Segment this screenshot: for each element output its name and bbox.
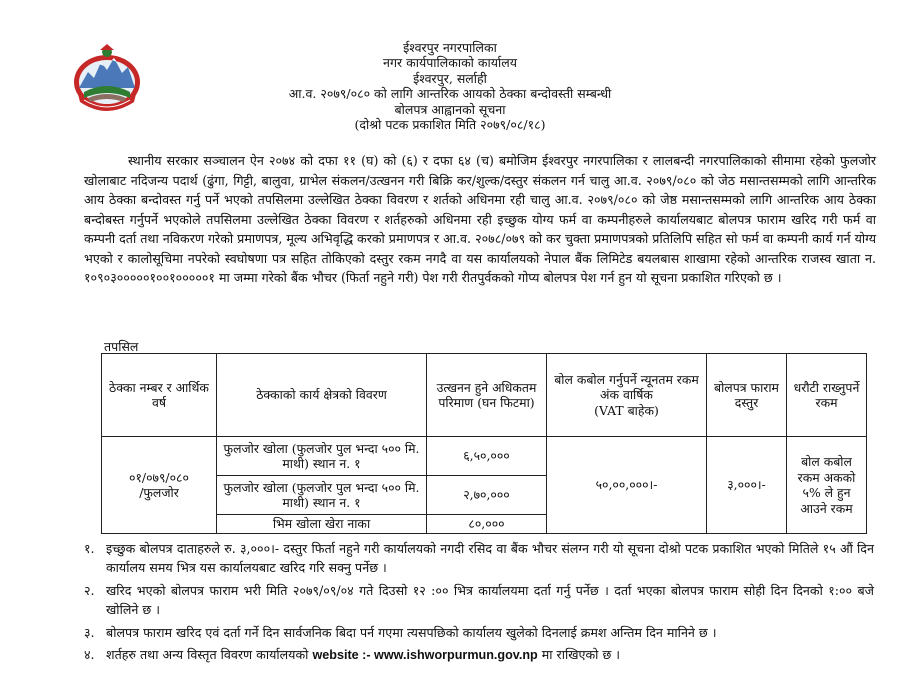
header-min-amount bbox=[547, 354, 707, 437]
note-item bbox=[84, 645, 874, 665]
note-text: खरिद भएको बोलपत्र फाराम भरी मिति २०७९/०९/०४ गते दिउसो १२ :०० भित्र कार्यालयमा दर्ता गर्नु पर्नेछ । दर्ता भएका बोलपत्र फाराम सोही दिन दिनको १:०० बजे खोलिने छ । bbox=[106, 582, 874, 618]
quantity-cell: ६,५०,००० bbox=[427, 437, 547, 476]
note-number: ३. bbox=[84, 624, 95, 640]
header-vat-note: (VAT बाहेक) bbox=[594, 402, 659, 418]
work-area-cell: फुलजोर खोला (फुलजोर पुल भन्दा ५०० मि. माथी) स्थान न. १ bbox=[217, 476, 427, 515]
work-area-cell: फुलजोर खोला (फुलजोर पुल भन्दा ५०० मि. माथी) स्थान न. १ bbox=[217, 437, 427, 476]
office-address: ईश्वरपुर, सर्लाही bbox=[413, 70, 487, 86]
note-text bbox=[106, 645, 874, 665]
notice-title: बोलपत्र आह्वानको सूचना bbox=[394, 101, 506, 117]
header-contract-no: ठेक्का नम्बर र आर्थिक वर्ष bbox=[102, 354, 217, 437]
website-link[interactable]: website :- www.ishworpurmun.gov.np bbox=[312, 648, 538, 663]
note-number: ४. bbox=[84, 647, 95, 663]
note-item bbox=[84, 581, 874, 620]
notice-header bbox=[160, 40, 740, 132]
table-header-row bbox=[102, 354, 867, 437]
note-item bbox=[84, 539, 874, 578]
municipality-name: ईश्वरपुर नगरपालिका bbox=[403, 40, 497, 55]
note-text: बोलपत्र फाराम खरिद एवं दर्ता गर्ने दिन सार्वजनिक बिदा पर्न गएमा त्यसपछिको कार्यालय खुलेको दिनलाई क्रमश अन्तिम दिन मानिने छ । bbox=[106, 624, 717, 640]
publication-date: (दोश्रो पटक प्रकाशित मिति २०७९/०८/१८) bbox=[354, 117, 546, 133]
contract-details-table bbox=[101, 353, 867, 534]
notes-list bbox=[84, 539, 874, 668]
work-area-cell: भिम खोला खेरा नाका bbox=[217, 515, 427, 534]
note-number: १. bbox=[84, 541, 95, 556]
contract-number-cell bbox=[102, 437, 217, 534]
notice-body: स्थानीय सरकार सञ्चालन ऐन २०७४ को दफा ११ (घ) को (६) र दफा ६४ (च) बमोजिम ईश्वरपुर नगरपालिका र लालबन्दी नगरपालिकाको सीमामा रहेको फुलजोर खोलाबाट नदिजन्य पदार्थ (ढुंगा, गिट्टी, बालुवा, ग्राभेल संकलन/उत्खनन गरी बिक्रि कर/शुल्क/दस्तुर संकलन गर्न चालु आ.व. २०७९/०८० को जेठ मसान्तसम्मको लागि आन्तरिक आय ठेक्का बन्दोवस्त गर्नु पर्ने भएको तपसिलमा उल्लेखित ठेक्का विवरण र शर्तको अधिनमा रही चालु आ.व. २०७९/०८० को जेष्ठ मसान्तसम्मको लागि आन्तरिक आय ठेक्का बन्दोबस्त गर्नुपर्ने भएकोले तपसिलमा उल्लेखित ठेक्का विवरण र शर्तहरुको अधिनमा रही इच्छुक योग्य फर्म वा कम्पनीहरुले कार्यालयबाट बोलपत्र फाराम खरिद गरी फर्म वा कम्पनी दर्ता तथा नविकरण गरेको प्रमाणपत्र, मूल्य अभिवृद्धि करको प्रमाणपत्र र आ.व. २०७८/०७९ को कर चुक्ता प्रमाणपत्रको प्रतिलिपि सहित सो फर्म वा कम्पनी कार्य गर्न योग्य भएको र कालोसूचिमा नपरेको स्वघोषणा पत्र सहित तोकिएको दस्तुर रकम नगदै वा यस कार्यालयको नेपाल बैंक लिमिटेड बयलबास शाखामा रहेको आन्तरिक राजस्व खाता न. १०९०३०००००१००१०००००१ मा जम्मा गरेको बैंक भौचर (फिर्ता नहुने गरी) पेश गरी रीतपुर्वकको गोप्य बोलपत्र पेश गर्न हुन यो सूचना प्रकाशित गरिएको छ । bbox=[84, 153, 876, 285]
min-amount-cell: ५०,००,०००।- bbox=[547, 437, 707, 534]
note-text-suffix: मा राखिएको छ । bbox=[541, 647, 621, 663]
note-item bbox=[84, 623, 874, 642]
quantity-cell: २,७०,००० bbox=[427, 476, 547, 515]
office-name: नगर कार्यपालिकाको कार्यालय bbox=[383, 55, 517, 71]
contract-number: ०१/०७९/०८० bbox=[129, 469, 189, 485]
header-max-quantity: उत्खनन हुने अधिकतम परिमाण (घन फिटमा) bbox=[427, 354, 547, 437]
header-deposit: धरौटी राख्नुपर्ने रकम bbox=[787, 354, 867, 437]
table-row bbox=[102, 437, 867, 476]
note-number: २. bbox=[84, 582, 95, 598]
notice-subject: आ.व. २०७९/०८० को लागि आन्तरिक आयको ठेक्का बन्दोवस्ती सम्बन्धी bbox=[288, 86, 612, 102]
quantity-cell: ८०,००० bbox=[427, 515, 547, 534]
note-text-prefix: शर्तहरु तथा अन्य विस्तृत विवरण कार्यालयको bbox=[106, 647, 309, 663]
note-text: इच्छुक बोलपत्र दाताहरुले रु. ३,०००।- दस्तुर फिर्ता नहुने गरी कार्यालयको नगदी रसिद वा बैंक भौचर संलग्न गरी यो सूचना दोश्रो पटक प्रकाशित भएको मितिले १५ औं दिन कार्यालय समय भित्र यस कार्यालयबाट खरिद गरि सक्नु पर्नेछ । bbox=[106, 541, 874, 576]
header-min-amount-label: बोल कबोल गर्नुपर्ने न्यूनतम रकम अंक वार्षिक bbox=[554, 371, 699, 403]
form-fee-cell: ३,०००।- bbox=[707, 437, 787, 534]
nepal-emblem-icon bbox=[70, 40, 144, 114]
header-work-area: ठेक्काको कार्य क्षेत्रको विवरण bbox=[217, 354, 427, 437]
annex-label: तपसिल bbox=[104, 339, 139, 354]
contract-site: /फुलजोर bbox=[139, 485, 179, 500]
deposit-cell: बोल कबोल रकम अकको ५% ले हुन आउने रकम bbox=[787, 437, 867, 534]
header-form-fee: बोलपत्र फाराम दस्तुर bbox=[707, 354, 787, 437]
